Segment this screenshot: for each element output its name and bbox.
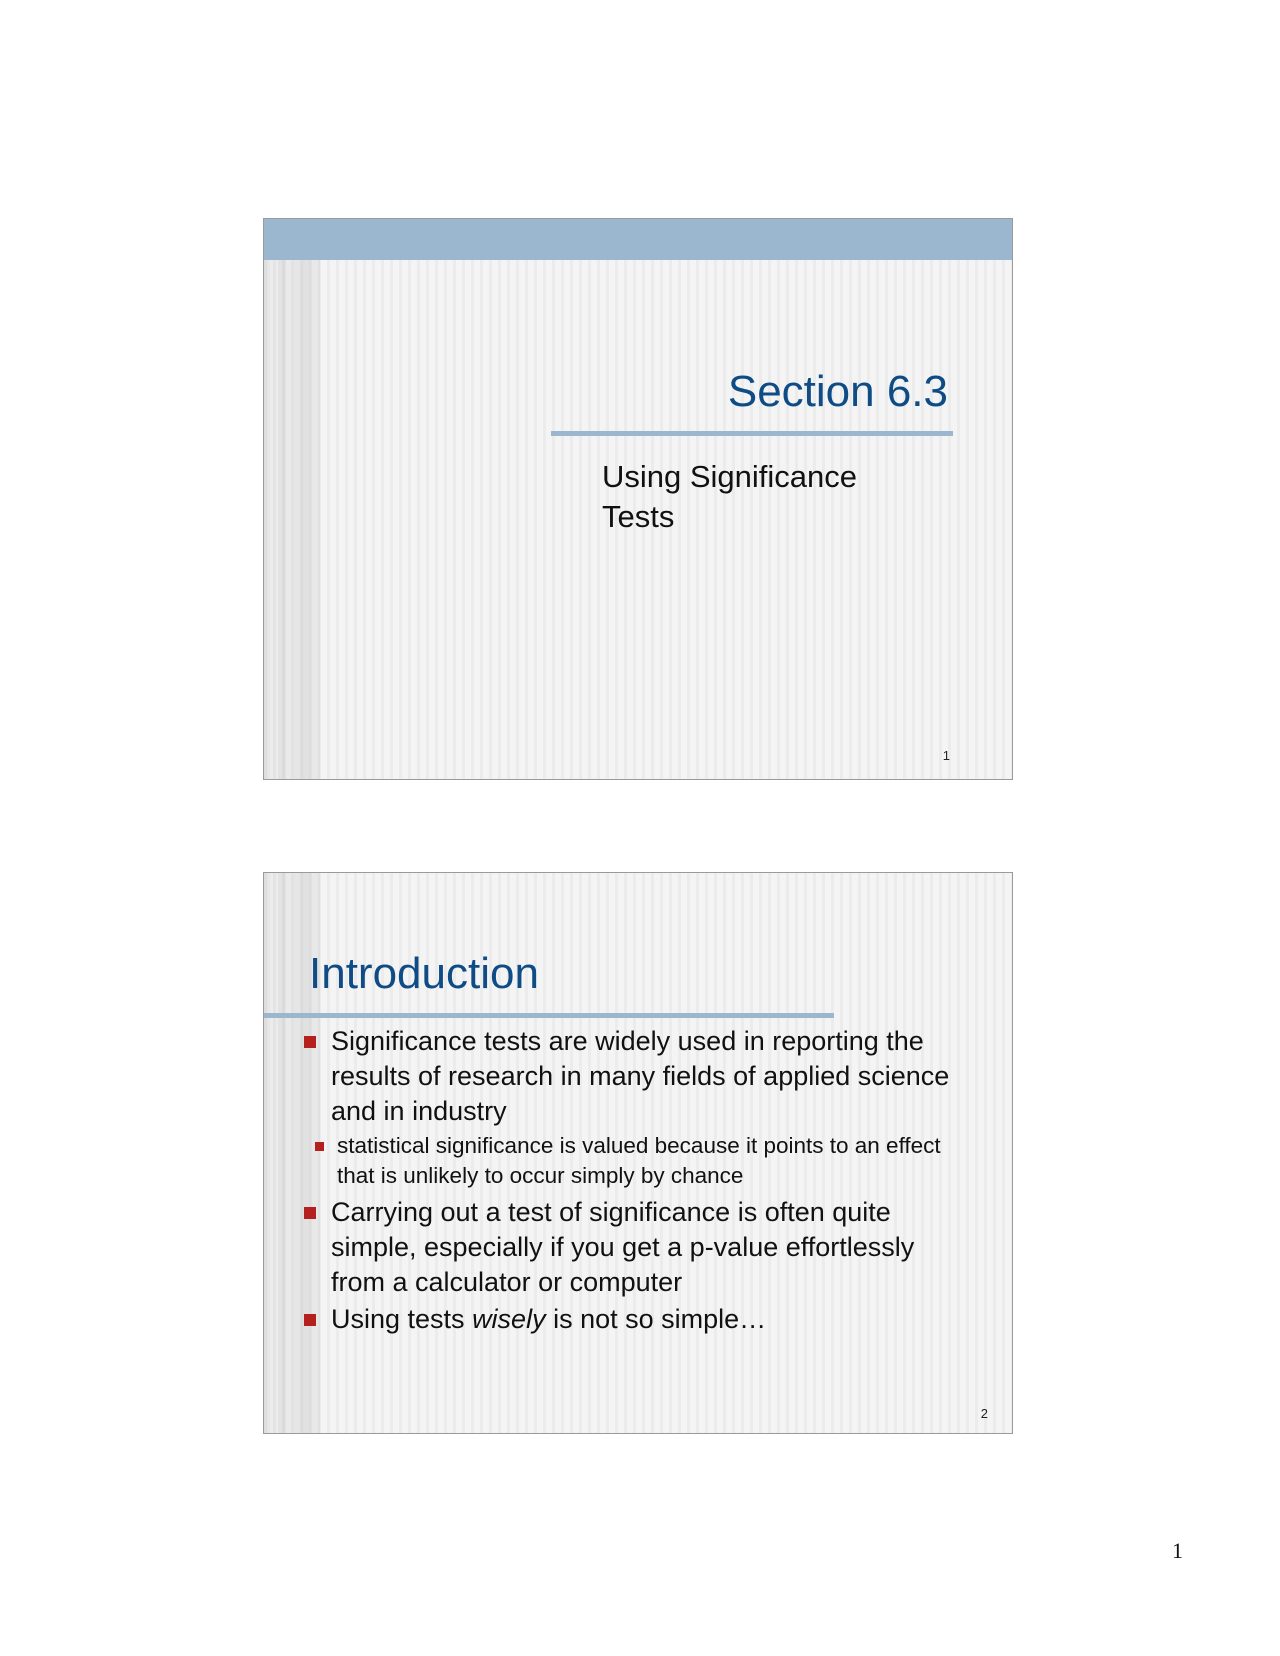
bullet-list [304,1024,974,1339]
square-bullet-icon [315,1142,324,1151]
bullet-text-part: Using tests [331,1304,473,1334]
sub-bullet-item [304,1131,974,1191]
sub-bullet-text: statistical significance is valued because it points to an effect that is unlikely to occur simply by chance [337,1133,941,1188]
bullet-text [331,1304,766,1334]
square-bullet-icon [304,1314,316,1326]
title-underline [551,431,953,436]
title-underline [264,1013,834,1018]
bullet-item [304,1024,974,1129]
slide-number: 1 [942,748,950,763]
bullet-text-part: is not so simple… [545,1304,767,1334]
slide-2 [263,872,1013,1434]
bullet-item [304,1302,974,1337]
slide-header-band [264,219,1012,260]
bullet-text: Carrying out a test of significance is often quite simple, especially if you get a p-value effortlessly from a calculator or computer [331,1197,915,1297]
slide-title: Introduction [309,949,539,998]
page-number: 1 [1172,1538,1183,1563]
bullet-text: Significance tests are widely used in reporting the results of research in many fields of applied science and in industry [331,1026,950,1126]
subtitle-line: Tests [602,499,675,534]
slide-subtitle [602,457,922,537]
slide-title: Section 6.3 [727,367,948,416]
slide-1 [263,218,1013,780]
subtitle-line: Using Significance [602,459,858,494]
bullet-item [304,1195,974,1300]
square-bullet-icon [304,1036,316,1048]
square-bullet-icon [304,1207,316,1219]
slide-number: 2 [980,1406,988,1421]
emphasis-text: wisely [472,1304,546,1334]
